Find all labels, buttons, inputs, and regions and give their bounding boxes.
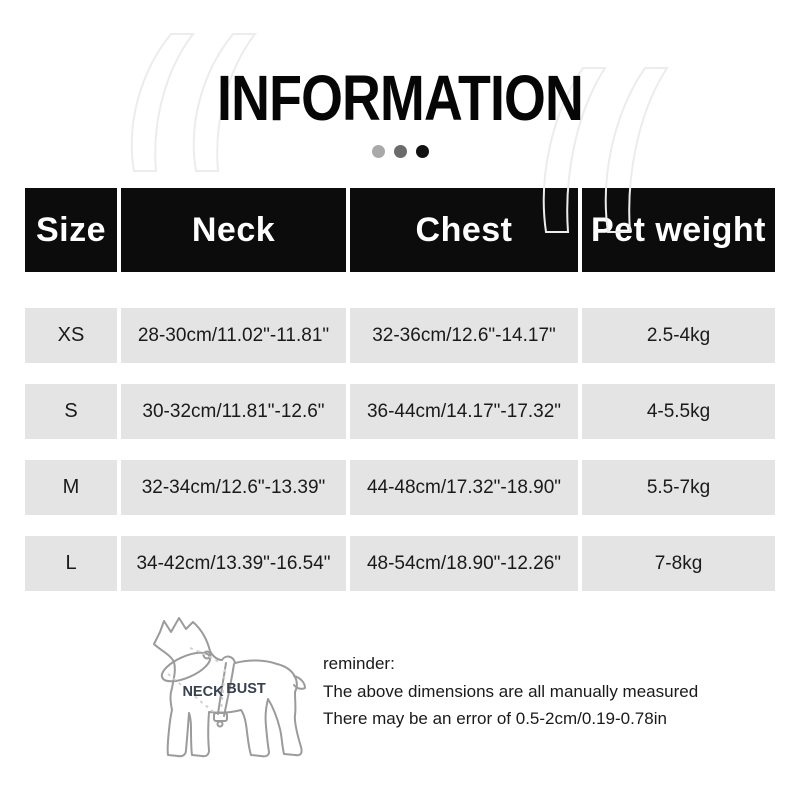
bust-label: BUST [226, 681, 266, 697]
weight-cell: 5.5-7kg [582, 460, 775, 515]
table-row-s [25, 384, 775, 439]
size-cell: S [25, 384, 117, 439]
table-row-xs [25, 308, 775, 363]
chest-cell: 44-48cm/17.32"-18.90" [350, 460, 578, 515]
reminder-line-2: There may be an error of 0.5-2cm/0.19-0.78in [323, 709, 667, 728]
weight-cell: 7-8kg [582, 536, 775, 591]
reminder-line-1: The above dimensions are all manually measured [323, 681, 699, 701]
size-cell: XS [25, 308, 117, 363]
neck-cell: 32-34cm/12.6"-13.39" [121, 460, 346, 515]
weight-cell: 2.5-4kg [582, 308, 775, 363]
size-cell: M [25, 460, 117, 515]
chest-cell: 32-36cm/12.6"-14.17" [350, 308, 578, 363]
neck-label: NECK [182, 684, 224, 700]
reminder-heading: reminder: [323, 654, 395, 673]
neck-measure-dashes [190, 648, 220, 663]
slide-indicator-dot-3 [416, 145, 429, 158]
chest-cell: 36-44cm/14.17"-17.32" [350, 384, 578, 439]
neck-cell: 28-30cm/11.02"-11.81" [121, 308, 346, 363]
weight-cell: 4-5.5kg [582, 384, 775, 439]
header-cell-neck: Neck [121, 188, 346, 272]
slide-indicator-dot-2 [394, 145, 407, 158]
neck-cell: 34-42cm/13.39"-16.54" [121, 536, 346, 591]
header-cell-size: Size [25, 188, 117, 272]
slide-indicator-dots [0, 145, 800, 158]
header-cell-chest: Chest [350, 188, 578, 272]
chest-cell: 48-54cm/18.90"-12.26" [350, 536, 578, 591]
slide-indicator-dot-1 [372, 145, 385, 158]
page-title: INFORMATION [216, 62, 584, 134]
neck-cell: 30-32cm/11.81"-12.6" [121, 384, 346, 439]
strap-loop [218, 722, 223, 727]
size-table [25, 188, 775, 612]
table-row-l [25, 536, 775, 591]
size-cell: L [25, 536, 117, 591]
reminder-note [323, 650, 698, 733]
header-cell-pet-weight: Pet weight [582, 188, 775, 272]
table-row-m [25, 460, 775, 515]
dog-measurement-diagram [108, 602, 318, 797]
